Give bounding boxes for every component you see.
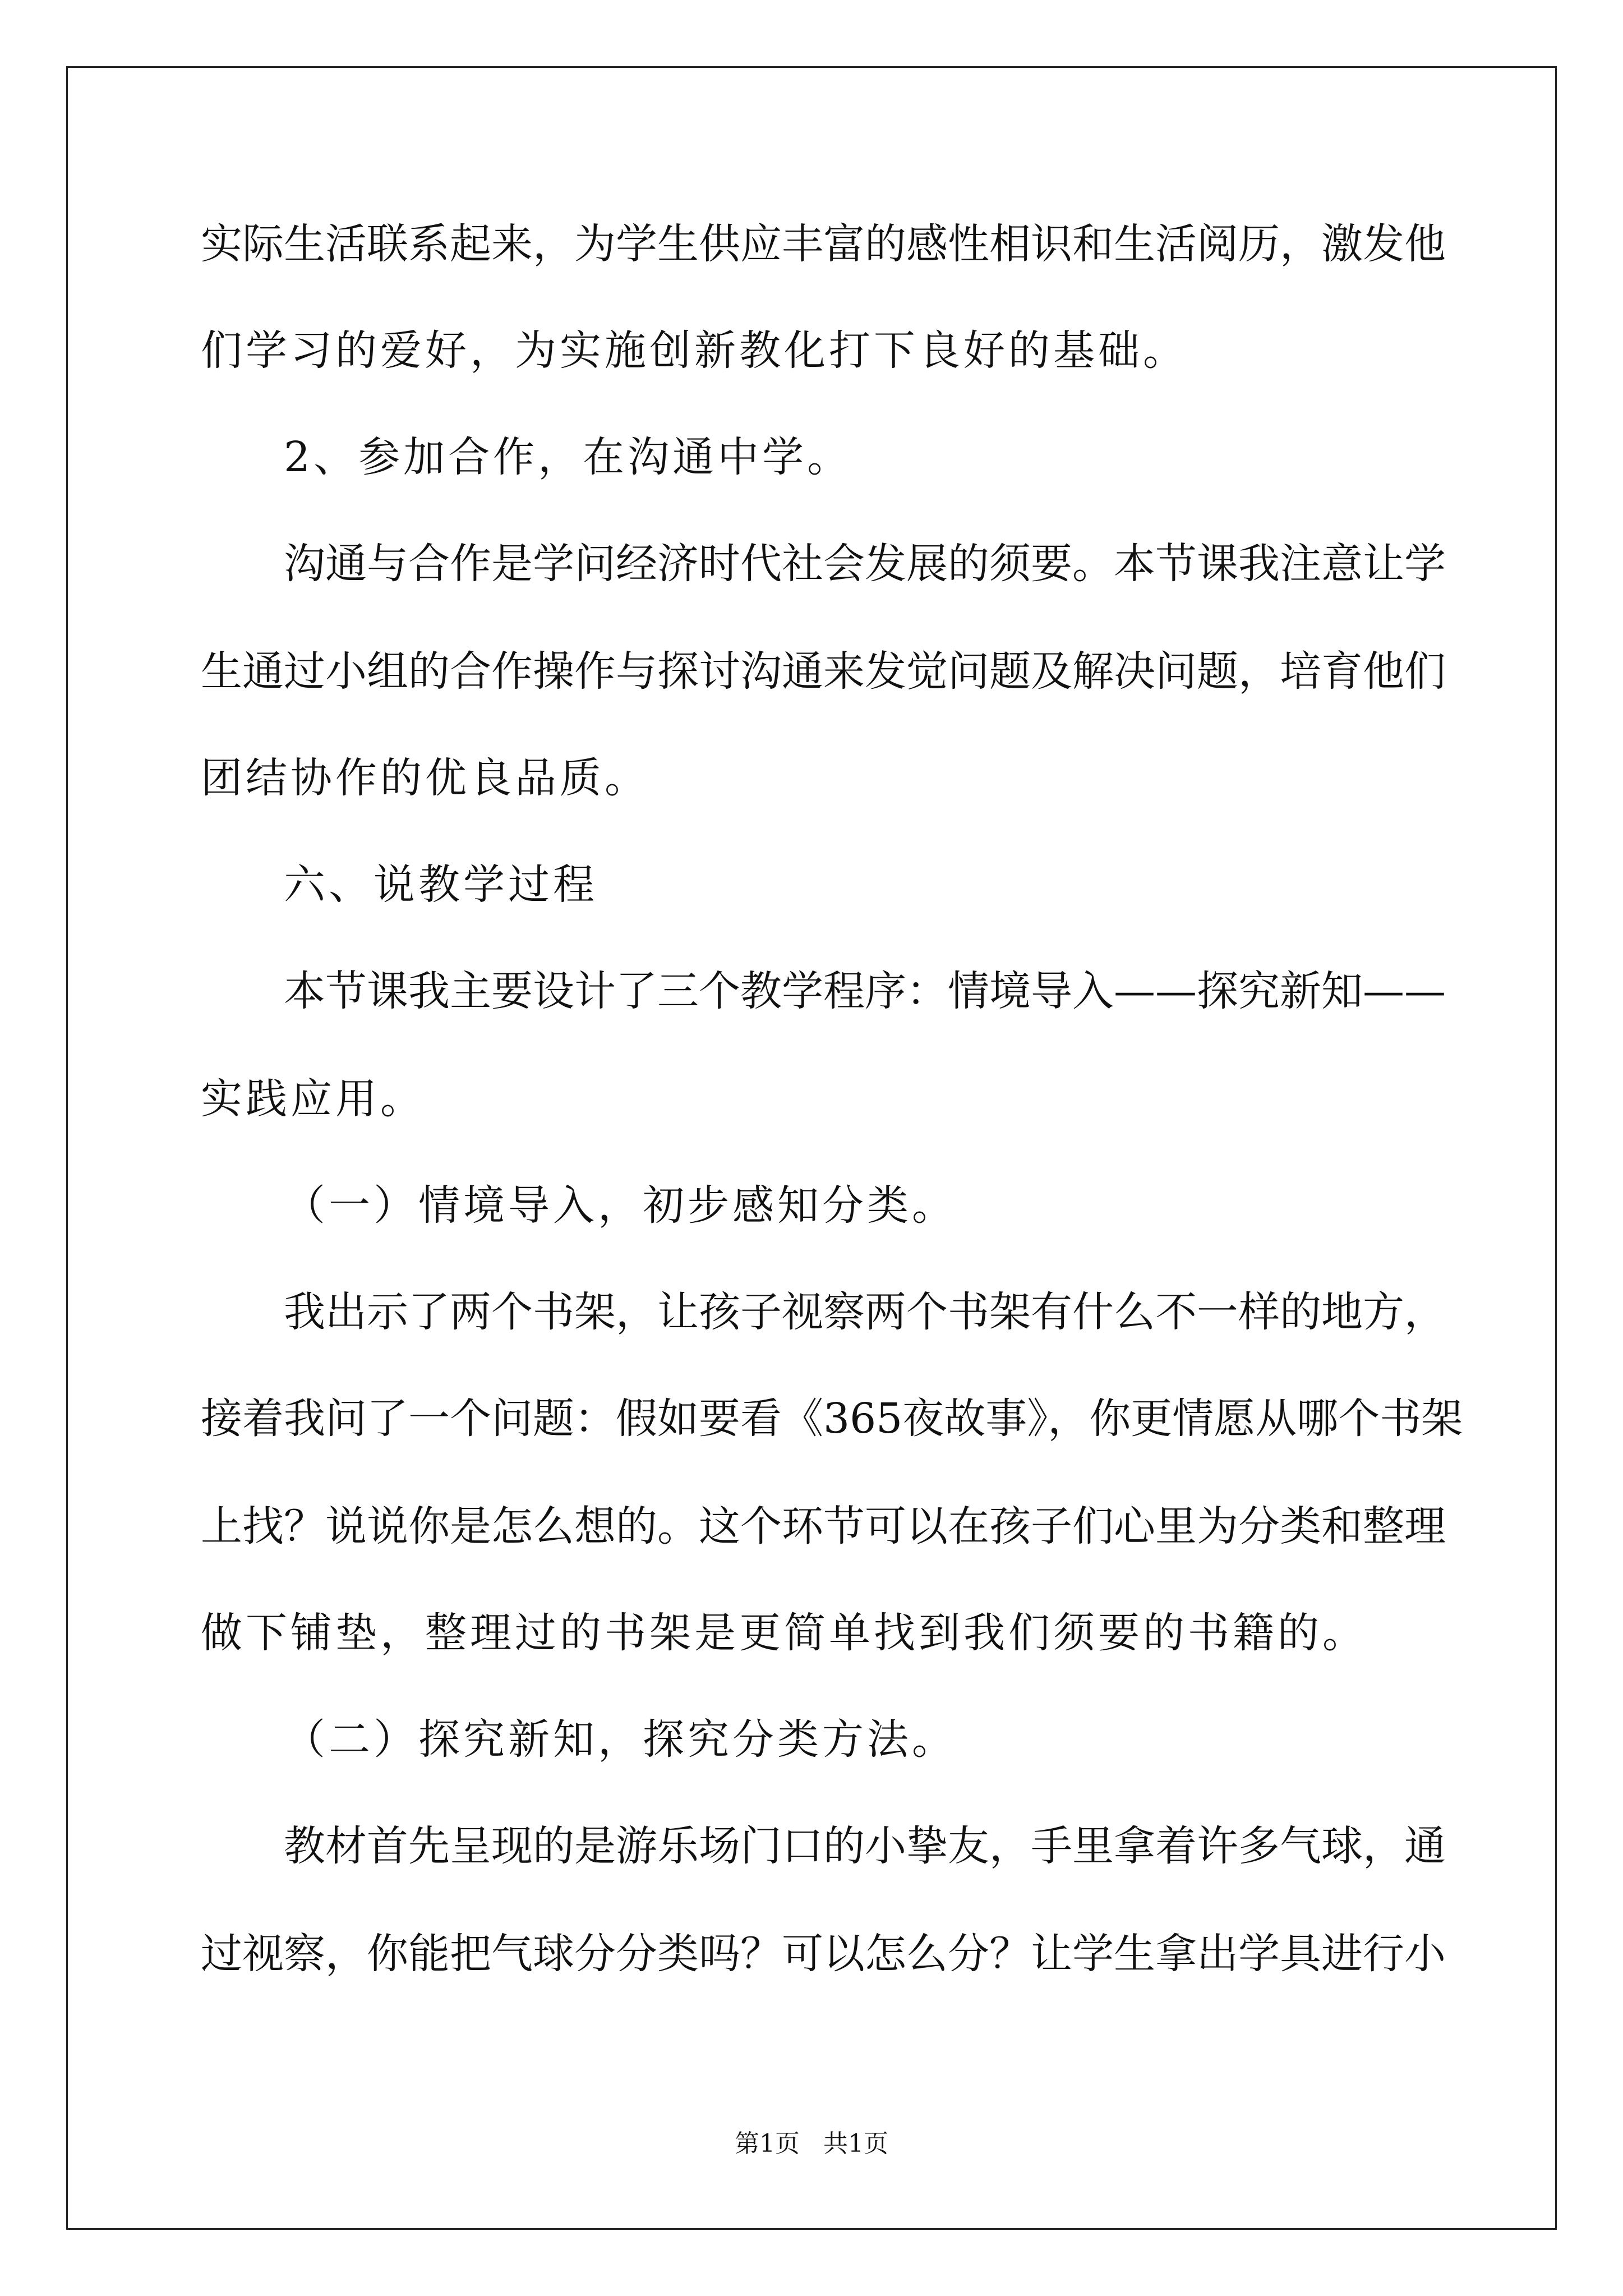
text-line: 们学习的爱好，为实施创新教化打下良好的基础。 xyxy=(201,326,1188,375)
page-border xyxy=(66,66,1557,2230)
section-heading: （一）情境导入，初步感知分类。 xyxy=(284,1181,957,1230)
section-heading: （二）探究新知，探究分类方法。 xyxy=(284,1715,957,1764)
text-line: 接着我问了一个问题：假如要看《365夜故事》，你更情愿从哪个书架 xyxy=(201,1395,1463,1443)
text-line: 团结协作的优良品质。 xyxy=(201,754,649,802)
page-footer: 第1页 共1页 xyxy=(735,2129,888,2158)
text-line: 本节课我主要设计了三个教学程序：情境导入——探究新知—— xyxy=(284,967,1446,1015)
text-line: 生通过小组的合作操作与探讨沟通来发觉问题及解决问题，培育他们 xyxy=(201,647,1446,696)
text-line: 沟通与合作是学问经济时代社会发展的须要。本节课我注意让学 xyxy=(284,540,1446,588)
text-line: 上找？说说你是怎么想的。这个环节可以在孩子们心里为分类和整理 xyxy=(201,1502,1446,1550)
text-line: 过视察，你能把气球分分类吗？可以怎么分？让学生拿出学具进行小 xyxy=(201,1930,1446,1978)
text-line: 做下铺垫，整理过的书架是更简单找到我们须要的书籍的。 xyxy=(201,1609,1367,1657)
text-line: 实际生活联系起来，为学生供应丰富的感性相识和生活阅历，激发他 xyxy=(201,220,1446,268)
text-line: 我出示了两个书架，让孩子视察两个书架有什么不一样的地方， xyxy=(284,1288,1446,1336)
section-heading: 2、参加合作，在沟通中学。 xyxy=(284,433,852,481)
text-line: 实践应用。 xyxy=(201,1075,425,1123)
text-line: 教材首先呈现的是游乐场门口的小挚友，手里拿着许多气球，通 xyxy=(284,1822,1446,1870)
section-heading: 六、说教学过程 xyxy=(284,861,598,909)
